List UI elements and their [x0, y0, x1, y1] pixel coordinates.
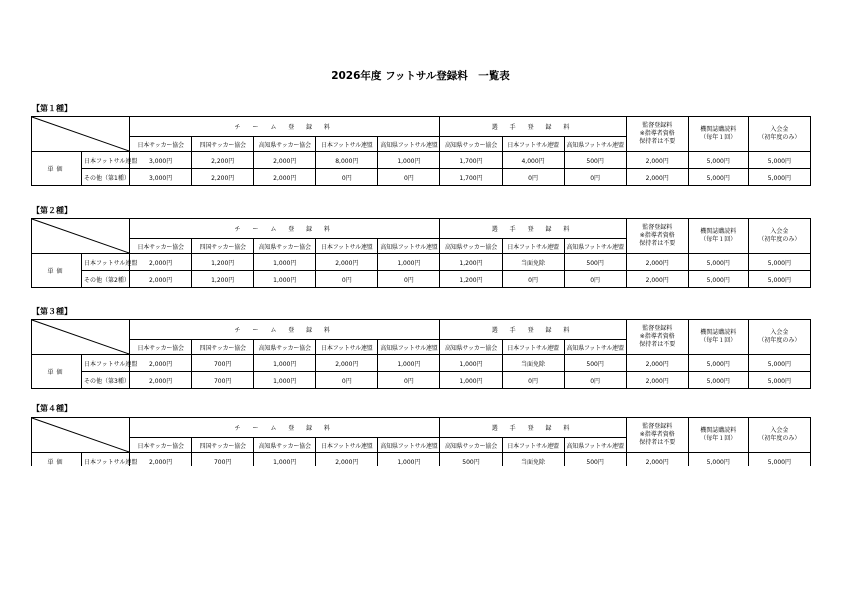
- header-line: 保持者は不要: [639, 341, 676, 348]
- header-line: 機関誌購読料: [700, 228, 737, 235]
- fee-value-cell: 2,000円: [316, 453, 378, 470]
- player-fee-group-header: 選 手 登 録 料: [440, 418, 626, 438]
- row-label: 日本フットサル連盟: [82, 152, 130, 169]
- fee-value-cell: 1,000円: [254, 372, 316, 389]
- fee-value-cell: 1,200円: [440, 271, 502, 288]
- diagonal-header-cell: [32, 219, 130, 254]
- fee-value-cell: 2,200円: [192, 152, 254, 169]
- fee-value-cell: 5,000円: [688, 254, 748, 271]
- fee-value-cell: 5,000円: [688, 169, 748, 186]
- diagonal-header-cell: [32, 320, 130, 355]
- unit-price-label: 単価: [32, 254, 82, 288]
- fee-value-cell: 2,000円: [626, 169, 688, 186]
- header-line: （毎年１回）: [700, 236, 737, 243]
- header-line: ※指導者資格: [639, 333, 675, 340]
- fee-value-cell: 5,000円: [688, 372, 748, 389]
- fee-value-cell: 5,000円: [748, 372, 810, 389]
- coach-fee-header: [626, 320, 688, 355]
- header-line: （初年度のみ）: [758, 134, 801, 141]
- fee-value-cell: 5,000円: [688, 152, 748, 169]
- fee-value-cell: 0円: [564, 372, 626, 389]
- team-fee-column-header: 日本フットサル連盟: [316, 239, 378, 254]
- fee-value-cell: 1,000円: [378, 355, 440, 372]
- fee-value-cell: 2,000円: [626, 254, 688, 271]
- player-fee-column-header: 高知県サッカー協会: [440, 239, 502, 254]
- magazine-fee-header: [688, 418, 748, 453]
- team-fee-column-header: 高知県サッカー協会: [254, 239, 316, 254]
- team-fee-group-header: チ ー ム 登 録 料: [130, 219, 440, 239]
- fee-value-cell: 500円: [440, 453, 502, 470]
- coach-fee-header: [626, 418, 688, 453]
- section-title: 【第１種】: [32, 104, 72, 113]
- fee-value-cell: 2,000円: [130, 254, 192, 271]
- fee-value-cell: 2,000円: [316, 355, 378, 372]
- player-fee-column-header: 日本フットサル連盟: [502, 137, 564, 152]
- header-line: 機関誌購読料: [700, 329, 737, 336]
- fee-value-cell: 5,000円: [688, 271, 748, 288]
- row-label: その他（第1種）: [82, 169, 130, 186]
- magazine-fee-header: [688, 219, 748, 254]
- row-label: その他（第2種）: [82, 271, 130, 288]
- team-fee-group-header: チ ー ム 登 録 料: [130, 418, 440, 438]
- header-line: （毎年１回）: [700, 134, 737, 141]
- team-fee-column-header: 高知県フットサル連盟: [378, 137, 440, 152]
- header-line: 保持者は不要: [639, 439, 676, 446]
- header-line: （初年度のみ）: [758, 435, 801, 442]
- row-label: その他（第3種）: [82, 372, 130, 389]
- fee-value-cell: 2,000円: [130, 372, 192, 389]
- fee-table: [31, 116, 811, 186]
- player-fee-column-header: 日本フットサル連盟: [502, 438, 564, 453]
- header-line: 入会金: [770, 427, 789, 434]
- team-fee-column-header: 高知県フットサル連盟: [378, 438, 440, 453]
- header-line: 保持者は不要: [639, 138, 676, 145]
- fee-value-cell: 0円: [378, 271, 440, 288]
- diagonal-line: [32, 117, 129, 151]
- entry-fee-header: [748, 219, 810, 254]
- header-line: ※指導者資格: [639, 431, 675, 438]
- table-row: [32, 271, 811, 288]
- fee-value-cell: 0円: [378, 169, 440, 186]
- fee-value-cell: 5,000円: [688, 453, 748, 470]
- header-line: 入会金: [770, 126, 789, 133]
- fee-value-cell: 700円: [192, 355, 254, 372]
- header-line: ※指導者資格: [639, 232, 675, 239]
- fee-value-cell: 1,700円: [440, 152, 502, 169]
- fee-value-cell: 5,000円: [748, 169, 810, 186]
- fee-value-cell: 0円: [316, 372, 378, 389]
- team-fee-column-header: 日本サッカー協会: [130, 438, 192, 453]
- magazine-fee-header: [688, 117, 748, 152]
- player-fee-column-header: 高知県フットサル連盟: [564, 239, 626, 254]
- unit-price-label: 単価: [32, 453, 82, 470]
- fee-value-cell: 当面免除: [502, 254, 564, 271]
- fee-value-cell: 1,200円: [192, 271, 254, 288]
- player-fee-group-header: 選 手 登 録 料: [440, 219, 626, 239]
- fee-value-cell: 0円: [502, 372, 564, 389]
- team-fee-column-header: 四国サッカー協会: [192, 137, 254, 152]
- player-fee-group-header: 選 手 登 録 料: [440, 320, 626, 340]
- table-row: [32, 169, 811, 186]
- header-line: 監督登録料: [642, 325, 673, 332]
- fee-value-cell: 1,000円: [254, 254, 316, 271]
- fee-value-cell: 2,000円: [254, 169, 316, 186]
- row-label: 日本フットサル連盟: [82, 355, 130, 372]
- row-label: 日本フットサル連盟: [82, 254, 130, 271]
- fee-value-cell: 1,200円: [440, 254, 502, 271]
- table-row: [32, 152, 811, 169]
- header-line: （初年度のみ）: [758, 236, 801, 243]
- team-fee-column-header: 日本サッカー協会: [130, 340, 192, 355]
- fee-value-cell: 2,000円: [130, 355, 192, 372]
- fee-value-cell: 500円: [564, 254, 626, 271]
- fee-value-cell: 2,000円: [130, 453, 192, 470]
- fee-table: [31, 319, 811, 389]
- fee-value-cell: 2,000円: [254, 152, 316, 169]
- team-fee-column-header: 四国サッカー協会: [192, 239, 254, 254]
- unit-price-label: 単価: [32, 355, 82, 389]
- entry-fee-header: [748, 117, 810, 152]
- fee-value-cell: 1,200円: [192, 254, 254, 271]
- header-line: 機関誌購読料: [700, 427, 737, 434]
- header-line: （初年度のみ）: [758, 337, 801, 344]
- fee-value-cell: 当面免除: [502, 355, 564, 372]
- fee-value-cell: 0円: [564, 271, 626, 288]
- fee-value-cell: 1,000円: [440, 372, 502, 389]
- coach-fee-header: [626, 219, 688, 254]
- header-line: （毎年１回）: [700, 337, 737, 344]
- fee-value-cell: 0円: [502, 271, 564, 288]
- player-fee-column-header: 日本フットサル連盟: [502, 340, 564, 355]
- header-line: 入会金: [770, 228, 789, 235]
- fee-value-cell: 8,000円: [316, 152, 378, 169]
- diagonal-line: [32, 219, 129, 253]
- fee-value-cell: 1,000円: [254, 453, 316, 470]
- diagonal-line: [32, 320, 129, 354]
- fee-value-cell: 0円: [316, 271, 378, 288]
- header-line: 機関誌購読料: [700, 126, 737, 133]
- diagonal-header-cell: [32, 117, 130, 152]
- player-fee-column-header: 高知県フットサル連盟: [564, 438, 626, 453]
- entry-fee-header: [748, 320, 810, 355]
- player-fee-column-header: 高知県サッカー協会: [440, 137, 502, 152]
- header-line: 監督登録料: [642, 122, 673, 129]
- player-fee-column-header: 高知県フットサル連盟: [564, 137, 626, 152]
- header-line: 監督登録料: [642, 423, 673, 430]
- table-row: [32, 355, 811, 372]
- fee-value-cell: 5,000円: [748, 453, 810, 470]
- fee-value-cell: 2,000円: [130, 271, 192, 288]
- header-line: 保持者は不要: [639, 240, 676, 247]
- fee-value-cell: 0円: [564, 169, 626, 186]
- fee-value-cell: 2,000円: [626, 355, 688, 372]
- fee-value-cell: 5,000円: [748, 271, 810, 288]
- header-line: ※指導者資格: [639, 130, 675, 137]
- fee-value-cell: 2,000円: [626, 372, 688, 389]
- team-fee-column-header: 高知県サッカー協会: [254, 340, 316, 355]
- page-title: 2026年度 フットサル登録料 一覧表: [331, 70, 510, 82]
- team-fee-column-header: 日本フットサル連盟: [316, 438, 378, 453]
- player-fee-group-header: 選 手 登 録 料: [440, 117, 626, 137]
- fee-value-cell: 1,000円: [378, 152, 440, 169]
- fee-value-cell: 0円: [316, 169, 378, 186]
- fee-value-cell: 0円: [378, 372, 440, 389]
- page-blank-area: [0, 466, 841, 595]
- player-fee-column-header: 日本フットサル連盟: [502, 239, 564, 254]
- fee-table: [31, 218, 811, 288]
- team-fee-column-header: 日本フットサル連盟: [316, 137, 378, 152]
- fee-value-cell: 2,000円: [626, 271, 688, 288]
- header-line: 入会金: [770, 329, 789, 336]
- team-fee-column-header: 日本サッカー協会: [130, 239, 192, 254]
- fee-value-cell: 1,000円: [254, 355, 316, 372]
- team-fee-column-header: 高知県フットサル連盟: [378, 340, 440, 355]
- section-title: 【第２種】: [32, 206, 72, 215]
- diagonal-line: [32, 418, 129, 452]
- fee-value-cell: 5,000円: [748, 355, 810, 372]
- entry-fee-header: [748, 418, 810, 453]
- team-fee-group-header: チ ー ム 登 録 料: [130, 320, 440, 340]
- fee-value-cell: 5,000円: [688, 355, 748, 372]
- team-fee-column-header: 日本サッカー協会: [130, 137, 192, 152]
- fee-value-cell: 5,000円: [748, 254, 810, 271]
- player-fee-column-header: 高知県フットサル連盟: [564, 340, 626, 355]
- player-fee-column-header: 高知県サッカー協会: [440, 340, 502, 355]
- unit-price-label: 単価: [32, 152, 82, 186]
- team-fee-column-header: 日本フットサル連盟: [316, 340, 378, 355]
- magazine-fee-header: [688, 320, 748, 355]
- fee-value-cell: 1,700円: [440, 169, 502, 186]
- section-title: 【第４種】: [32, 404, 72, 413]
- fee-value-cell: 4,000円: [502, 152, 564, 169]
- section-title: 【第３種】: [32, 307, 72, 316]
- fee-value-cell: 700円: [192, 372, 254, 389]
- coach-fee-header: [626, 117, 688, 152]
- fee-table: [31, 417, 811, 470]
- header-line: 監督登録料: [642, 224, 673, 231]
- team-fee-group-header: チ ー ム 登 録 料: [130, 117, 440, 137]
- fee-value-cell: 1,000円: [254, 271, 316, 288]
- fee-value-cell: 500円: [564, 152, 626, 169]
- team-fee-column-header: 高知県サッカー協会: [254, 137, 316, 152]
- diagonal-header-cell: [32, 418, 130, 453]
- fee-value-cell: 2,000円: [626, 453, 688, 470]
- fee-value-cell: 2,000円: [626, 152, 688, 169]
- fee-value-cell: 3,000円: [130, 152, 192, 169]
- team-fee-column-header: 高知県フットサル連盟: [378, 239, 440, 254]
- team-fee-column-header: 四国サッカー協会: [192, 438, 254, 453]
- fee-value-cell: 700円: [192, 453, 254, 470]
- fee-value-cell: 3,000円: [130, 169, 192, 186]
- table-row: [32, 254, 811, 271]
- fee-value-cell: 1,000円: [440, 355, 502, 372]
- player-fee-column-header: 高知県サッカー協会: [440, 438, 502, 453]
- table-row: [32, 372, 811, 389]
- team-fee-column-header: 高知県サッカー協会: [254, 438, 316, 453]
- fee-value-cell: 5,000円: [748, 152, 810, 169]
- fee-value-cell: 0円: [502, 169, 564, 186]
- fee-value-cell: 1,000円: [378, 254, 440, 271]
- fee-value-cell: 2,000円: [316, 254, 378, 271]
- fee-value-cell: 2,200円: [192, 169, 254, 186]
- fee-value-cell: 当面免除: [502, 453, 564, 470]
- team-fee-column-header: 四国サッカー協会: [192, 340, 254, 355]
- header-line: （毎年１回）: [700, 435, 737, 442]
- fee-value-cell: 500円: [564, 453, 626, 470]
- fee-value-cell: 500円: [564, 355, 626, 372]
- row-label: 日本フットサル連盟: [82, 453, 130, 470]
- fee-value-cell: 1,000円: [378, 453, 440, 470]
